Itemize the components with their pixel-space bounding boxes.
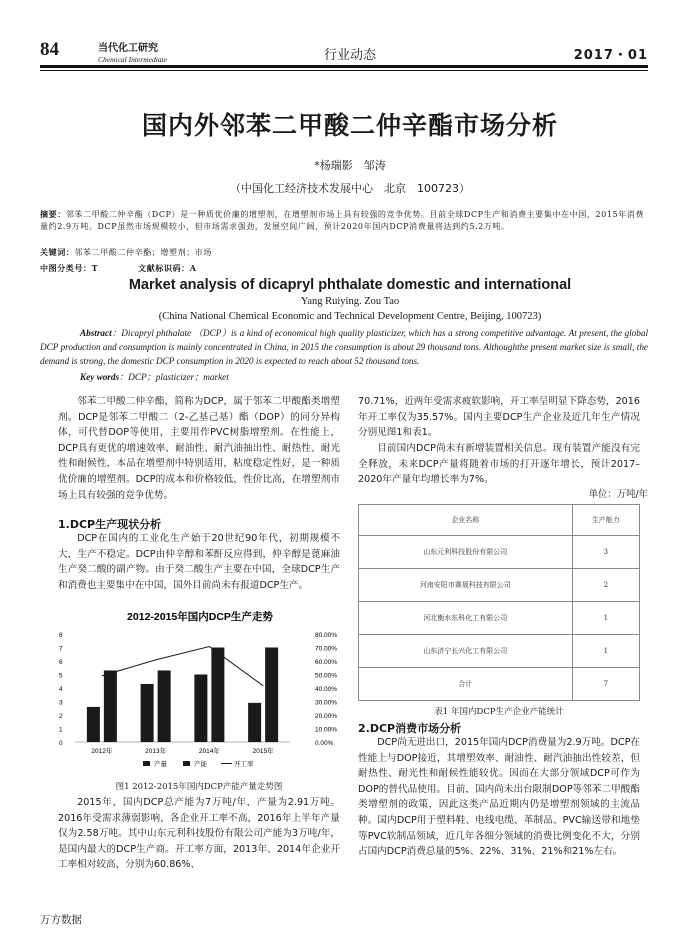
body-paragraph-5: 目前国内DCP尚未有新增装置相关信息。现有装置产能没有完全释放，未来DCP产量将随着市场的打开逐年增长，预计2017–2020年产量年均增长率为7%。 bbox=[358, 443, 640, 486]
body-paragraph-2: DCP在国内的工业化生产始于20世纪90年代，初期规模不大，生产不稳定。DCP由仲辛醇和苯酐反应得到，仲辛醇是蓖麻油生产癸二酸的副产物。由于癸二酸生产主要在中国，全球DCP生产和消费也主要集中在中国，国外目前尚未有报道DCP生产。 bbox=[58, 533, 340, 591]
y-tick-label-right: 30.00% bbox=[315, 699, 338, 707]
table-cell: 3 bbox=[572, 536, 639, 569]
table-cell: 合计 bbox=[359, 668, 573, 701]
y-tick-label-right: 50.00% bbox=[315, 672, 338, 680]
bar-产能 bbox=[211, 648, 224, 743]
keywords-en-label: Key words bbox=[80, 372, 120, 382]
table-cell: 河南安阳市赛晟科技有限公司 bbox=[359, 569, 573, 602]
y-tick-label-right: 70.00% bbox=[315, 645, 338, 653]
table-unit: 单位：万吨/年 bbox=[588, 489, 648, 500]
capacity-table bbox=[358, 504, 640, 701]
bar-产能 bbox=[265, 648, 278, 743]
y-tick-label-left: 2 bbox=[59, 713, 63, 720]
legend-swatch bbox=[183, 761, 190, 766]
body-paragraph-1: 邻苯二甲酸二仲辛酯，简称为DCP，属于邻苯二甲酸酯类增塑剂。DCP是邻苯二甲酸二（2-乙基己基）酯（DOP）的同分异构体，可代替DOP等使用，主要用作PVC树脂增塑剂。在性能上，DCP具有更优的增速效率、耐油性、耐汽油抽出性、耐热性、耐光性和耐候性，本品在增塑剂中特别适用，粘度稳定性好，是一种质优价廉的增塑剂。DCP的成本和价格较低，性价比高，在增塑剂市场上具有较强的竞争优势。 bbox=[58, 396, 340, 501]
y-tick-label-left: 1 bbox=[59, 726, 63, 734]
page-number: 84 bbox=[40, 39, 59, 60]
legend-label: 产能 bbox=[194, 760, 207, 768]
line-开工率 bbox=[102, 647, 263, 686]
y-tick-label-right: 0.00% bbox=[315, 740, 334, 747]
keywords-text: 邻苯二甲酸二仲辛酯；增塑剂；市场 bbox=[74, 248, 213, 257]
y-tick-label-right: 60.00% bbox=[315, 659, 338, 666]
legend-swatch bbox=[143, 761, 150, 766]
affiliation-cn: （中国化工经济技术发展中心 北京 100723） bbox=[230, 182, 470, 195]
magazine-name-en: Chemical Intermediate bbox=[98, 55, 167, 64]
classification-line bbox=[40, 262, 648, 274]
keywords-cn bbox=[40, 246, 648, 259]
header-rule-thick bbox=[40, 65, 648, 68]
table-header-company: 企业名称 bbox=[359, 505, 573, 536]
table-cell: 山东济宁长兴化工有限公司 bbox=[359, 635, 573, 668]
dcp-production-chart bbox=[55, 606, 345, 776]
footer-source: 万方数据 bbox=[40, 914, 82, 926]
y-tick-label-left: 7 bbox=[59, 645, 63, 653]
x-tick-label: 2015年 bbox=[252, 748, 274, 755]
doc-code-value: A bbox=[189, 263, 197, 273]
bar-产能 bbox=[158, 670, 171, 742]
chart-title: 2012-2015年国内DCP生产走势 bbox=[127, 611, 273, 623]
doc-code-label: 文献标识码： bbox=[138, 263, 190, 273]
table-cell: 2 bbox=[572, 569, 639, 602]
magazine-name-cn: 当代化工研究 bbox=[98, 43, 158, 54]
abstract-text: 邻苯二甲酸二仲辛酯（DCP）是一种质优价廉的增塑剂，在增塑剂市场上具有较强的竞争优势。目前全球DCP生产和消费主要集中在中国，2015年消费量约2.9万吨。DCP虽然市场规模较小，但市场需求强劲，发展空间广阔，预计2020年国内DCP消费量将达到约5.2万吨。 bbox=[40, 210, 645, 231]
table-cell: 7 bbox=[572, 668, 639, 701]
table-header-row bbox=[359, 505, 640, 536]
y-tick-label-left: 5 bbox=[59, 672, 63, 680]
body-paragraph-6: DCP尚无进出口，2015年国内DCP消费量为2.9万吨。DCP在性能上与DOP接近，其增塑效率、耐油性、耐汽油抽出性较差，但耐热性、耐光性和耐候性能较优。因而在大部分领域DCP可作为DOP的替代品使用。目前，国内尚未出台限制DOP等邻苯二甲酸酯类增塑剂的政策，因此这类产品近期内仍是增塑剂领域的主流品种。国内DCP用于塑料鞋、电线电缆、革制品、PVC输送带和地垫等PVC软制品领域，近几年各细分领域的消费比例变化不大，分别占国内DCP消费总量的5%、22%、31%、21%和21%左右。 bbox=[358, 737, 640, 858]
abstract-en bbox=[40, 326, 648, 368]
table-row-total bbox=[359, 668, 640, 701]
article-title-cn: 国内外邻苯二甲酸二仲辛酯市场分析 bbox=[141, 111, 558, 140]
abstract-en-label: Abstract bbox=[80, 328, 112, 338]
table-row bbox=[359, 635, 640, 668]
section-heading-2: 2.DCP消费市场分析 bbox=[358, 722, 462, 735]
table-cell: 山东元利科技股份有限公司 bbox=[359, 536, 573, 569]
y-tick-label-left: 0 bbox=[59, 740, 63, 747]
table-cell: 1 bbox=[572, 635, 639, 668]
y-tick-label-left: 8 bbox=[59, 632, 63, 639]
table-cell: 1 bbox=[572, 602, 639, 635]
table-caption: 表1 年国内DCP生产企业产能统计 bbox=[434, 707, 564, 717]
x-tick-label: 2012年 bbox=[91, 748, 113, 755]
bar-产能 bbox=[104, 670, 117, 742]
article-title-en: Market analysis of dicapryl phthalate domestic and international bbox=[128, 277, 572, 293]
legend-label: 产量 bbox=[154, 760, 167, 768]
y-tick-label-right: 40.00% bbox=[315, 686, 338, 693]
section-title: 行业动态 bbox=[323, 48, 376, 63]
table-row bbox=[359, 569, 640, 602]
y-tick-label-left: 6 bbox=[59, 659, 63, 666]
table-row bbox=[359, 602, 640, 635]
y-tick-label-left: 4 bbox=[59, 686, 63, 693]
authors-cn: *杨瑞影 邹涛 bbox=[314, 159, 386, 172]
clc-value: T bbox=[91, 263, 99, 273]
keywords-en bbox=[80, 369, 229, 383]
issue-date: 2017・01 bbox=[573, 48, 648, 63]
abstract-label: 摘要： bbox=[40, 209, 66, 219]
figure-caption: 图1 2012-2015年国内DCP产能产量走势图 bbox=[115, 782, 283, 792]
abstract-en-text: ：Dicapryl phthalate （DCP）is a kind of economical high quality plasticizer, which has a strong competitive advantage. At present, the global DCP production and consumption is mainly concentrated in China, in 2015 the consumption is about 29 thousand tons. Althoughthe present market size is small, the demand is strong, the domestic DCP consumption in 2020 is expected to reach about 52 thousand tons. bbox=[40, 328, 648, 366]
abstract-cn bbox=[40, 208, 648, 233]
table-header-capacity: 生产能力 bbox=[572, 505, 639, 536]
bar-产量 bbox=[248, 703, 261, 742]
y-tick-label-right: 20.00% bbox=[315, 713, 338, 720]
bar-产量 bbox=[141, 684, 154, 742]
body-paragraph-3: 2015年，国内DCP总产能为7万吨/年，产量为2.91万吨。2016年受需求薄弱影响，各企业开工率不高，2016年上半年产量仅为2.58万吨。其中山东元利科技股份有限公司产能为3万吨/年，是国内最大的DCP生产商。开工率方面，2013年、2014年企业开工率相对较高，分别为60.86%、 bbox=[58, 797, 340, 871]
section-heading-1: 1.DCP生产现状分析 bbox=[58, 518, 162, 531]
legend-label: 开工率 bbox=[234, 760, 254, 768]
keywords-label: 关键词： bbox=[40, 247, 75, 257]
bar-产量 bbox=[194, 675, 207, 743]
x-tick-label: 2013年 bbox=[145, 748, 167, 755]
authors-en: Yang Ruiying. Zou Tao bbox=[300, 296, 400, 307]
y-tick-label-left: 3 bbox=[59, 699, 63, 707]
table-row bbox=[359, 536, 640, 569]
x-tick-label: 2014年 bbox=[198, 748, 220, 755]
y-tick-label-right: 10.00% bbox=[315, 726, 338, 734]
bar-产量 bbox=[87, 707, 100, 742]
affiliation-en: (China National Chemical Economic and Technical Development Centre, Beijing, 100723) bbox=[158, 311, 542, 322]
table-cell: 河北衡水东科化工有限公司 bbox=[359, 602, 573, 635]
y-tick-label-right: 80.00% bbox=[315, 632, 338, 639]
keywords-en-text: ：DCP；plasticizer；market bbox=[119, 372, 229, 382]
body-paragraph-4: 70.71%，近两年受需求疲软影响，开工率呈明显下降态势，2016年开工率仅为35.57%。国内主要DCP生产企业及近几年生产情况分别见图1和表1。 bbox=[358, 396, 640, 439]
header-rule-thin bbox=[40, 70, 648, 71]
clc-label: 中图分类号： bbox=[40, 263, 92, 273]
